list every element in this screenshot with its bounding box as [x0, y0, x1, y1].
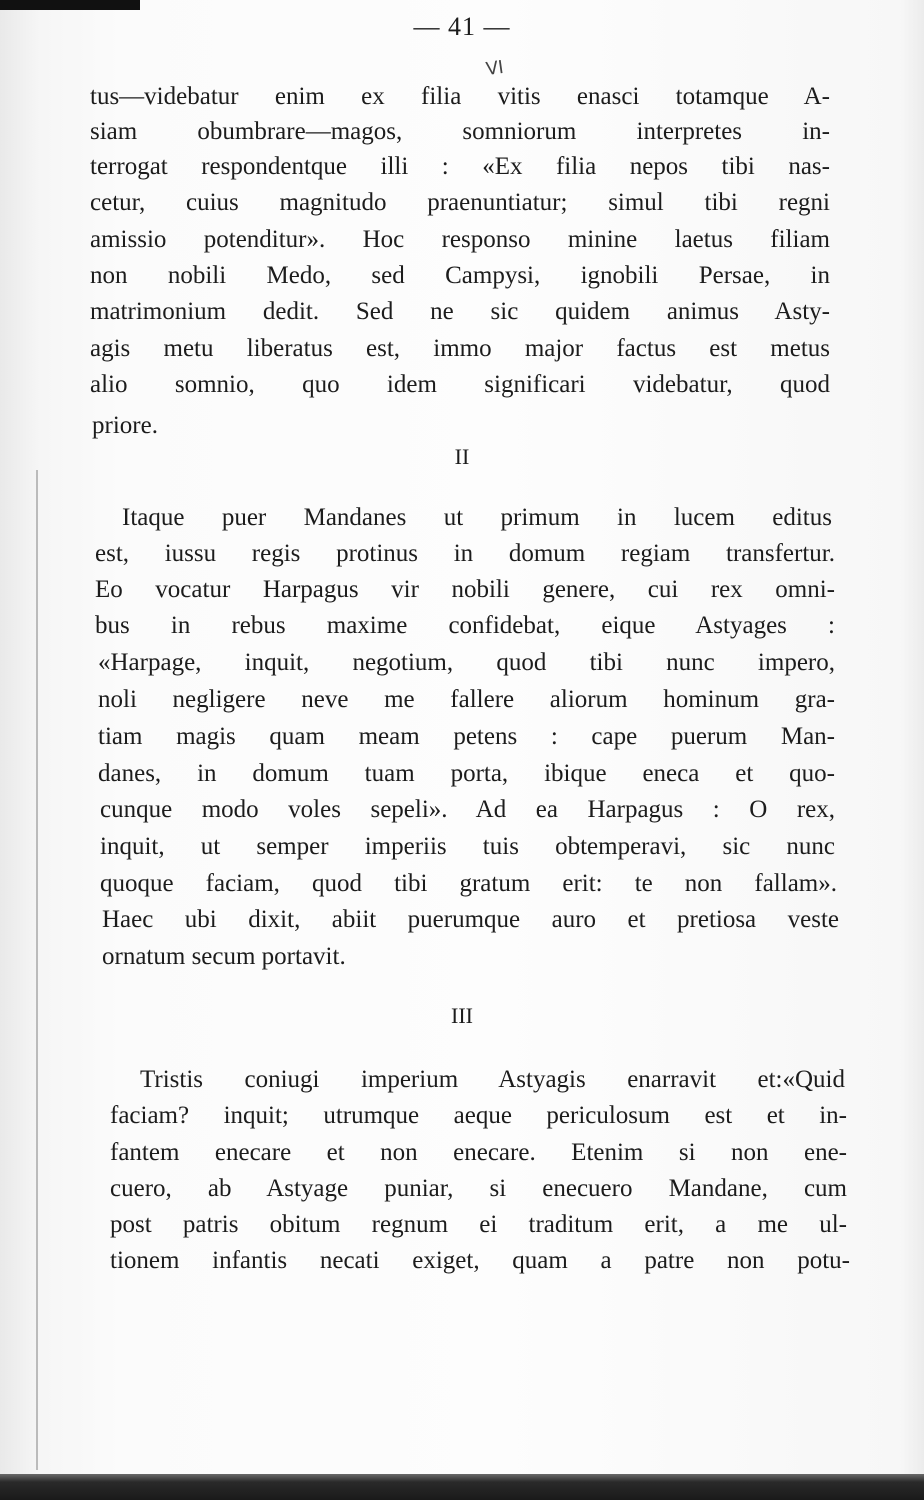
scan-shadow-top	[0, 0, 140, 10]
text-line: est, iussu regis protinus in domum regiam transfertur.	[95, 540, 835, 567]
text-line: Itaque puer Mandanes ut primum in lucem editus	[122, 504, 832, 531]
text-line: post patris obitum regnum ei traditum erit, a me ul-	[110, 1211, 847, 1238]
text-line: ornatum secum portavit.	[102, 943, 346, 970]
text-line: cuero, ab Astyage puniar, si enecuero Mandane, cum	[110, 1175, 847, 1202]
text-line: siam obumbrare—magos, somniorum interpretes in-	[90, 118, 830, 145]
scan-shadow-bottom	[0, 1474, 924, 1500]
text-line: quoque faciam, quod tibi gratum erit: te non fallam».	[100, 870, 837, 897]
text-line: tus—videbatur enim ex filia vitis enasci totamque A-	[90, 83, 830, 110]
text-line: Haec ubi dixit, abiit puerumque auro et pretiosa veste	[102, 906, 839, 933]
text-line: inquit, ut semper imperiis tuis obtemperavi, sic nunc	[100, 833, 835, 860]
section-heading: II	[454, 444, 470, 469]
text-line: «Harpage, inquit, negotium, quod tibi nunc impero,	[98, 649, 835, 676]
text-line: priore.	[92, 412, 158, 439]
text-line: noli negligere neve me fallere aliorum hominum gra-	[98, 686, 835, 713]
text-line: danes, in domum tuam porta, ibique eneca et quo-	[98, 760, 835, 787]
text-line: bus in rebus maxime confidebat, eique Astyages :	[95, 612, 835, 639]
text-line: Tristis coniugi imperium Astyagis enarravit et:«Quid	[140, 1066, 845, 1093]
text-line: matrimonium dedit. Sed ne sic quidem animus Asty-	[90, 298, 830, 325]
text-line: cetur, cuius magnitudo praenuntiatur; simul tibi regni	[90, 189, 830, 216]
gutter-line	[36, 470, 38, 1470]
text-line: terrogat respondentque illi : «Ex filia nepos tibi nas-	[90, 153, 830, 180]
page-number: — 41 —	[413, 12, 511, 41]
text-line: cunque modo voles sepeli». Ad ea Harpagus : O rex,	[100, 796, 835, 823]
text-line: alio somnio, quo idem significari videbatur, quod	[90, 371, 830, 398]
text-line: faciam? inquit; utrumque aeque periculosum est et in-	[110, 1102, 847, 1129]
text-line: tionem infantis necati exiget, quam a patre non potu-	[110, 1247, 850, 1274]
margin-annotation: VI	[484, 56, 506, 81]
text-line: Eo vocatur Harpagus vir nobili genere, cui rex omni-	[95, 576, 835, 603]
text-line: amissio potenditur». Hoc responso minine laetus filiam	[90, 226, 830, 253]
text-line: tiam magis quam meam petens : cape puerum Man-	[98, 723, 835, 750]
text-line: fantem enecare et non enecare. Etenim si non ene-	[110, 1139, 847, 1166]
section-heading: III	[451, 1003, 473, 1028]
text-line: agis metu liberatus est, immo major factus est metus	[90, 335, 830, 362]
text-line: non nobili Medo, sed Campysi, ignobili Persae, in	[90, 262, 830, 289]
